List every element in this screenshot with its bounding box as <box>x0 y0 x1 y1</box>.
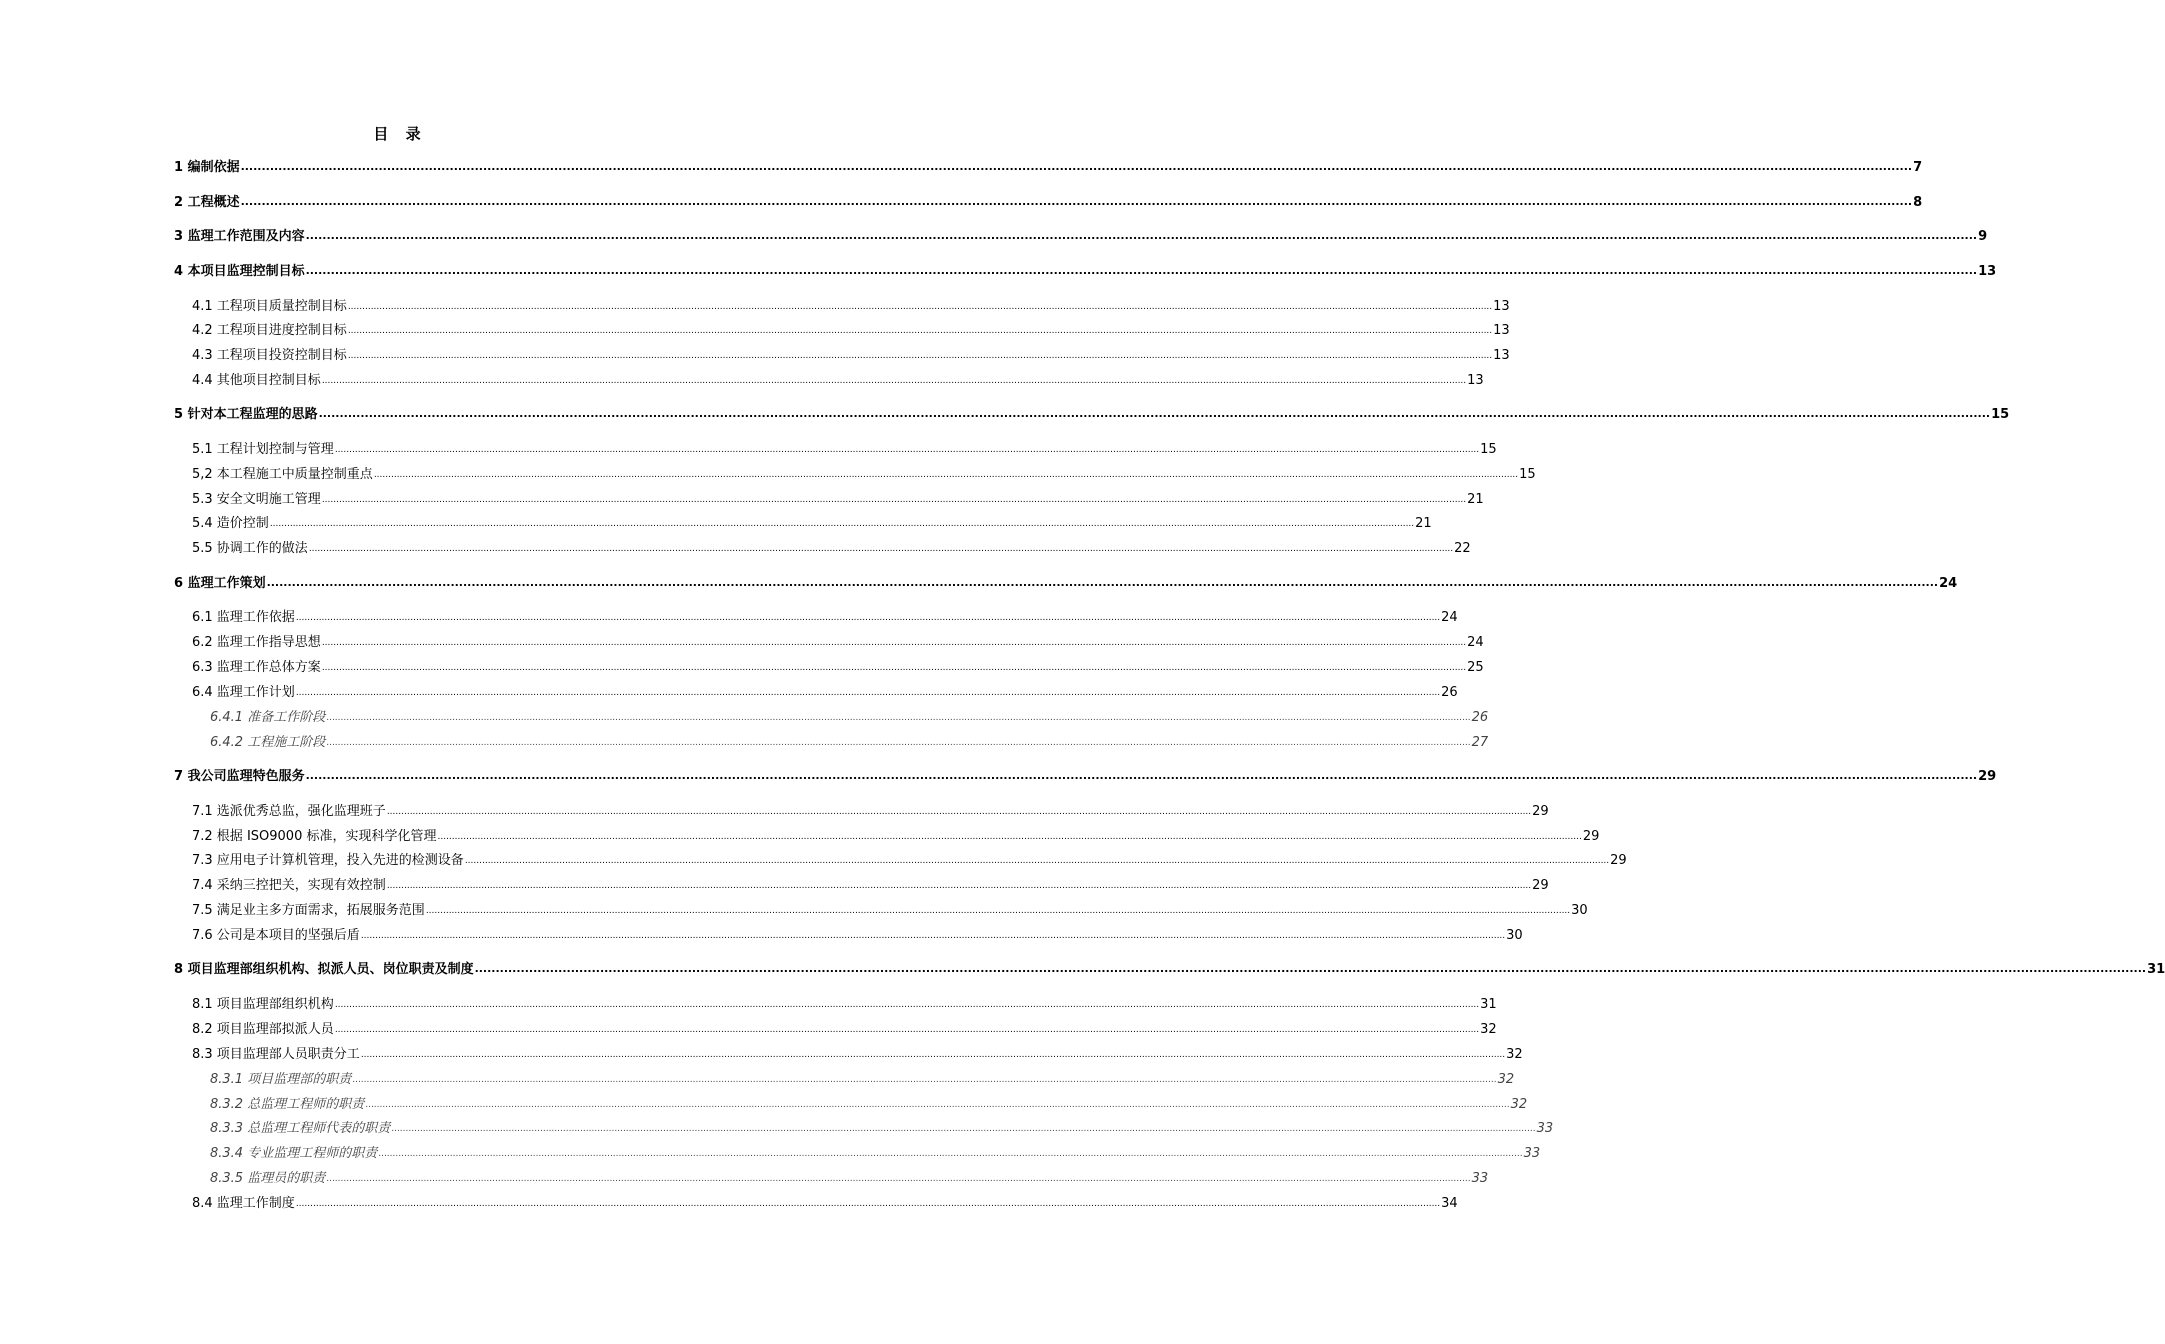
toc-entry[interactable] <box>174 158 1923 178</box>
toc-entry[interactable] <box>192 514 1432 534</box>
toc-entry-title: 4.4 其他项目控制目标 <box>192 373 321 388</box>
toc-dot-leader: ................................................................................................................................................................................................................................................................................................................................................................................................................ <box>305 264 1978 277</box>
toc-entry[interactable] <box>192 633 1484 653</box>
toc-entry-title: 8.3 项目监理部人员职责分工 <box>192 1047 360 1062</box>
toc-entry[interactable] <box>210 1144 1541 1164</box>
toc-entry-page-number: 21 <box>1467 492 1484 507</box>
toc-entry[interactable] <box>192 1045 1523 1065</box>
toc-dot-leader: ................................................................................................................................................................................................................................................................................................................................................................................................................ <box>347 351 1493 361</box>
toc-dot-leader: ................................................................................................................................................................................................................................................................................................................................................................................................................ <box>373 470 1519 480</box>
toc-dot-leader: ................................................................................................................................................................................................................................................................................................................................................................................................................ <box>269 519 1415 529</box>
toc-dot-leader: ................................................................................................................................................................................................................................................................................................................................................................................................................ <box>360 931 1506 941</box>
toc-dot-leader: ................................................................................................................................................................................................................................................................................................................................................................................................................ <box>318 407 1991 420</box>
toc-entry-page-number: 32 <box>1497 1072 1515 1087</box>
toc-entry-title: 4.2 工程项目进度控制目标 <box>192 323 347 338</box>
toc-entry-title: 5.4 造价控制 <box>192 516 269 531</box>
toc-entry-page-number: 31 <box>1480 997 1497 1012</box>
toc-entry-title: 6.1 监理工作依据 <box>192 610 295 625</box>
toc-title <box>0 123 950 144</box>
toc-entry[interactable] <box>174 405 2010 425</box>
toc-dot-leader: ................................................................................................................................................................................................................................................................................................................................................................................................................ <box>425 906 1571 916</box>
toc-entry-title: 6.4.2 工程施工阶段 <box>210 735 326 750</box>
toc-dot-leader: ................................................................................................................................................................................................................................................................................................................................................................................................................ <box>295 1199 1441 1209</box>
toc-entry[interactable] <box>210 1095 1528 1115</box>
toc-entry-page-number: 7 <box>1913 160 1923 175</box>
toc-dot-leader: ................................................................................................................................................................................................................................................................................................................................................................................................................ <box>386 807 1532 817</box>
toc-entry-title: 1 编制依据 <box>174 160 240 175</box>
toc-dot-leader: ................................................................................................................................................................................................................................................................................................................................................................................................................ <box>334 445 1480 455</box>
toc-entry[interactable] <box>210 733 1489 753</box>
toc-entry-title: 6.2 监理工作指导思想 <box>192 635 321 650</box>
toc-entry-page-number: 15 <box>1519 467 1536 482</box>
toc-entry-page-number: 30 <box>1571 903 1588 918</box>
toc-entry-title: 5.1 工程计划控制与管理 <box>192 442 334 457</box>
toc-entry[interactable] <box>192 490 1484 510</box>
toc-dot-leader: ................................................................................................................................................................................................................................................................................................................................................................................................................ <box>437 832 1582 842</box>
toc-entry[interactable] <box>192 608 1458 628</box>
toc-entry[interactable] <box>192 465 1536 485</box>
toc-dot-leader: ................................................................................................................................................................................................................................................................................................................................................................................................................ <box>240 160 1913 173</box>
toc-entry-title: 7.3 应用电子计算机管理，投入先进的检测设备 <box>192 853 464 868</box>
toc-entry[interactable] <box>210 1119 1554 1139</box>
toc-entry-title: 8.3.4 专业监理工程师的职责 <box>210 1146 378 1161</box>
toc-dot-leader: ................................................................................................................................................................................................................................................................................................................................................................................................................ <box>305 769 1978 782</box>
toc-entry-title: 4 本项目监理控制目标 <box>174 264 305 279</box>
toc-entry-title: 4.1 工程项目质量控制目标 <box>192 299 347 314</box>
toc-entry[interactable] <box>174 193 1923 213</box>
toc-entry[interactable] <box>192 827 1600 847</box>
toc-entry-page-number: 32 <box>1510 1097 1528 1112</box>
toc-dot-leader: ................................................................................................................................................................................................................................................................................................................................................................................................................ <box>352 1075 1497 1085</box>
toc-dot-leader: ................................................................................................................................................................................................................................................................................................................................................................................................................ <box>326 738 1471 748</box>
toc-dot-leader: ................................................................................................................................................................................................................................................................................................................................................................................................................ <box>347 326 1493 336</box>
toc-entry[interactable] <box>192 297 1510 317</box>
toc-dot-leader: ................................................................................................................................................................................................................................................................................................................................................................................................................ <box>321 376 1467 386</box>
toc-entry-page-number: 33 <box>1523 1146 1541 1161</box>
toc-entry-title: 8.3.2 总监理工程师的职责 <box>210 1097 365 1112</box>
toc-entry-page-number: 33 <box>1536 1121 1554 1136</box>
toc-dot-leader: ................................................................................................................................................................................................................................................................................................................................................................................................................ <box>321 495 1467 505</box>
toc-entry-page-number: 26 <box>1441 685 1458 700</box>
toc-entry-page-number: 22 <box>1454 541 1471 556</box>
toc-entry-title: 7.1 选派优秀总监，强化监理班子 <box>192 804 386 819</box>
toc-entry-title: 8 项目监理部组织机构、拟派人员、岗位职责及制度 <box>174 962 474 977</box>
toc-dot-leader: ................................................................................................................................................................................................................................................................................................................................................................................................................ <box>326 713 1471 723</box>
toc-entry-page-number: 29 <box>1532 804 1549 819</box>
toc-entry-page-number: 33 <box>1471 1171 1489 1186</box>
toc-dot-leader: ................................................................................................................................................................................................................................................................................................................................................................................................................ <box>305 229 1978 242</box>
toc-entry[interactable] <box>192 658 1484 678</box>
toc-entry-title: 8.2 项目监理部拟派人员 <box>192 1022 334 1037</box>
toc-entry[interactable] <box>192 321 1510 341</box>
toc-entry-title: 7.2 根据 ISO9000 标准，实现科学化管理 <box>192 829 437 844</box>
toc-dot-leader: ................................................................................................................................................................................................................................................................................................................................................................................................................ <box>386 881 1532 891</box>
toc-dot-leader: ................................................................................................................................................................................................................................................................................................................................................................................................................ <box>378 1149 1523 1159</box>
toc-entry-page-number: 21 <box>1415 516 1432 531</box>
toc-dot-leader: ................................................................................................................................................................................................................................................................................................................................................................................................................ <box>308 544 1454 554</box>
toc-entry-title: 6.3 监理工作总体方案 <box>192 660 321 675</box>
toc-entry-title: 5.5 协调工作的做法 <box>192 541 308 556</box>
toc-entry-page-number: 9 <box>1978 229 1988 244</box>
toc-entry[interactable] <box>174 227 1988 247</box>
toc-entry-page-number: 13 <box>1493 323 1510 338</box>
toc-dot-leader: ................................................................................................................................................................................................................................................................................................................................................................................................................ <box>266 576 1939 589</box>
toc-entry[interactable] <box>210 1070 1515 1090</box>
toc-entry-page-number: 27 <box>1471 735 1489 750</box>
toc-title-text: 目 录 <box>373 125 427 143</box>
toc-entry-title: 6 监理工作策划 <box>174 576 266 591</box>
toc-entry-page-number: 13 <box>1467 373 1484 388</box>
toc-entry-page-number: 30 <box>1506 928 1523 943</box>
toc-entry-title: 6.4 监理工作计划 <box>192 685 295 700</box>
toc-dot-leader: ................................................................................................................................................................................................................................................................................................................................................................................................................ <box>240 195 1913 208</box>
toc-entry-page-number: 13 <box>1493 348 1510 363</box>
toc-entry-page-number: 24 <box>1939 576 1958 591</box>
toc-entry[interactable] <box>210 708 1489 728</box>
toc-entry[interactable] <box>192 1194 1458 1214</box>
toc-entry-title: 3 监理工作范围及内容 <box>174 229 305 244</box>
toc-dot-leader: ................................................................................................................................................................................................................................................................................................................................................................................................................ <box>360 1050 1506 1060</box>
toc-dot-leader: ................................................................................................................................................................................................................................................................................................................................................................................................................ <box>365 1100 1510 1110</box>
toc-entry-page-number: 15 <box>1480 442 1497 457</box>
toc-entry[interactable] <box>192 683 1458 703</box>
toc-entry[interactable] <box>192 926 1523 946</box>
toc-entry-title: 4.3 工程项目投资控制目标 <box>192 348 347 363</box>
toc-entry-page-number: 29 <box>1978 769 1997 784</box>
toc-entry-title: 5,2 本工程施工中质量控制重点 <box>192 467 373 482</box>
toc-entry[interactable] <box>192 1020 1497 1040</box>
toc-dot-leader: ................................................................................................................................................................................................................................................................................................................................................................................................................ <box>334 1025 1480 1035</box>
toc-dot-leader: ................................................................................................................................................................................................................................................................................................................................................................................................................ <box>295 688 1441 698</box>
toc-entry-page-number: 29 <box>1610 853 1627 868</box>
toc-dot-leader: ................................................................................................................................................................................................................................................................................................................................................................................................................ <box>474 962 2147 975</box>
toc-entry[interactable] <box>192 995 1497 1015</box>
toc-entry-page-number: 15 <box>1991 407 2010 422</box>
toc-entry-title: 7.6 公司是本项目的坚强后盾 <box>192 928 360 943</box>
toc-entry-page-number: 8 <box>1913 195 1923 210</box>
toc-entry-page-number: 31 <box>2147 962 2165 977</box>
toc-dot-leader: ................................................................................................................................................................................................................................................................................................................................................................................................................ <box>334 1000 1480 1010</box>
toc-entry[interactable] <box>192 876 1549 896</box>
toc-entry-page-number: 13 <box>1493 299 1510 314</box>
toc-entry-title: 5 针对本工程监理的思路 <box>174 407 318 422</box>
toc-entry-page-number: 26 <box>1471 710 1489 725</box>
toc-dot-leader: ................................................................................................................................................................................................................................................................................................................................................................................................................ <box>321 638 1467 648</box>
toc-entry-page-number: 24 <box>1441 610 1458 625</box>
toc-entry-title: 8.1 项目监理部组织机构 <box>192 997 334 1012</box>
toc-entry[interactable] <box>192 539 1471 559</box>
toc-entry[interactable] <box>192 901 1588 921</box>
toc-entry[interactable] <box>192 371 1484 391</box>
toc-entry-page-number: 24 <box>1467 635 1484 650</box>
toc-dot-leader: ................................................................................................................................................................................................................................................................................................................................................................................................................ <box>464 856 1610 866</box>
toc-entry-title: 5.3 安全文明施工管理 <box>192 492 321 507</box>
toc-entry[interactable] <box>192 346 1510 366</box>
toc-dot-leader: ................................................................................................................................................................................................................................................................................................................................................................................................................ <box>295 613 1441 623</box>
toc-entry[interactable] <box>174 574 1958 594</box>
toc-entry-title: 2 工程概述 <box>174 195 240 210</box>
toc-entry-page-number: 32 <box>1506 1047 1523 1062</box>
toc-entry-page-number: 32 <box>1480 1022 1497 1037</box>
toc-entry-title: 7.5 满足业主多方面需求，拓展服务范围 <box>192 903 425 918</box>
toc-entry[interactable] <box>174 767 1997 787</box>
toc-dot-leader: ................................................................................................................................................................................................................................................................................................................................................................................................................ <box>321 663 1467 673</box>
toc-entry[interactable] <box>192 440 1497 460</box>
toc-entry-title: 7.4 采纳三控把关，实现有效控制 <box>192 878 386 893</box>
toc-entry-title: 6.4.1 准备工作阶段 <box>210 710 326 725</box>
toc-entry-title: 8.3.3 总监理工程师代表的职责 <box>210 1121 391 1136</box>
toc-entry[interactable] <box>210 1169 1489 1189</box>
toc-entry-page-number: 29 <box>1582 829 1600 844</box>
toc-entry-page-number: 25 <box>1467 660 1484 675</box>
toc-entry-title: 8.4 监理工作制度 <box>192 1196 295 1211</box>
toc-dot-leader: ................................................................................................................................................................................................................................................................................................................................................................................................................ <box>326 1174 1471 1184</box>
toc-entry[interactable] <box>174 960 2165 980</box>
toc-entry-title: 8.3.5 监理员的职责 <box>210 1171 326 1186</box>
toc-entry[interactable] <box>192 851 1627 871</box>
toc-entry[interactable] <box>192 802 1549 822</box>
toc-entry-title: 8.3.1 项目监理部的职责 <box>210 1072 352 1087</box>
toc-entry-title: 7 我公司监理特色服务 <box>174 769 305 784</box>
toc-entry-page-number: 34 <box>1441 1196 1458 1211</box>
toc-entry-page-number: 13 <box>1978 264 1997 279</box>
toc-dot-leader: ................................................................................................................................................................................................................................................................................................................................................................................................................ <box>391 1124 1536 1134</box>
toc-entry[interactable] <box>174 262 1997 282</box>
toc-dot-leader: ................................................................................................................................................................................................................................................................................................................................................................................................................ <box>347 302 1493 312</box>
toc-entry-page-number: 29 <box>1532 878 1549 893</box>
